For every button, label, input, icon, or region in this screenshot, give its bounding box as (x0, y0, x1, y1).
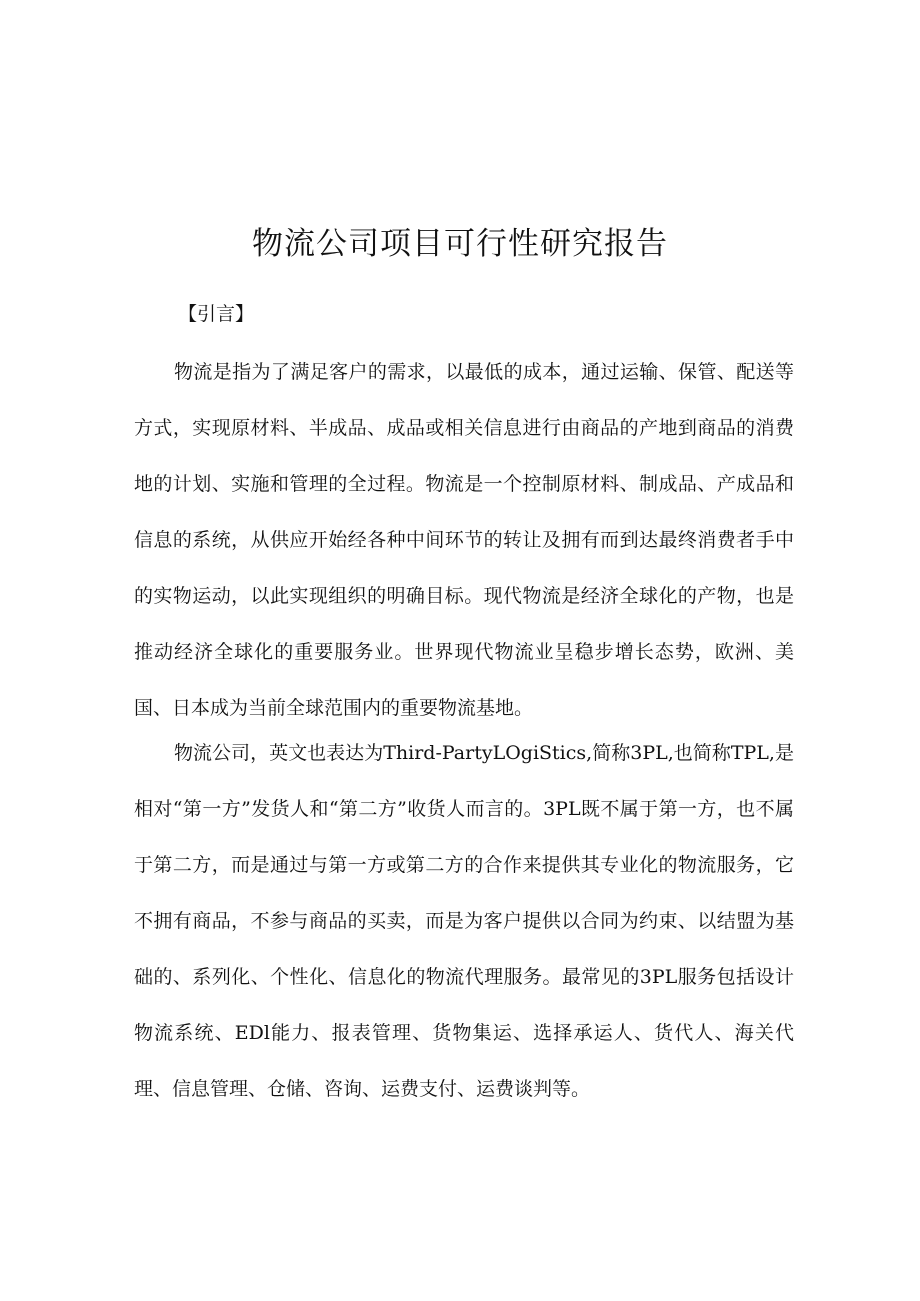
paragraph-3pl-definition: 物流公司，英文也表达为Third-PartyLOgiStics,简称3PL,也简称TPL,是相对“第一方”发货人和“第二方”收货人而言的。3PL既不属于第一方，也不属于第二方，而是通过与第一方或第二方的合作来提供其专业化的物流服务，它不拥有商品，不参与商品的买卖，而是为客户提供以合同为约束、以结盟为基础的、系列化、个性化、信息化的物流代理服务。最常见的3PL服务包括设计物流系统、EDl能力、报表管理、货物集运、选择承运人、货代人、海关代理、信息管理、仓储、咨询、运费支付、运费谈判等。 (134, 742, 794, 1100)
page-title: 物流公司项目可行性研究报告 (252, 226, 668, 262)
section-heading-introduction: 【引言】 (178, 303, 255, 325)
paragraph-logistics-definition: 物流是指为了满足客户的需求，以最低的成本，通过运输、保管、配送等方式，实现原材料、半成品、成品或相关信息进行由商品的产地到商品的消费地的计划、实施和管理的全过程。物流是一个控制原材料、制成品、产成品和信息的系统，从供应开始经各种中间环节的转让及拥有而到达最终消费者手中的实物运动，以此实现组织的明确目标。现代物流是经济全球化的产物，也是推动经济全球化的重要服务业。世界现代物流业呈稳步增长态势，欧洲、美国、日本成为当前全球范围内的重要物流基地。 (134, 361, 794, 719)
